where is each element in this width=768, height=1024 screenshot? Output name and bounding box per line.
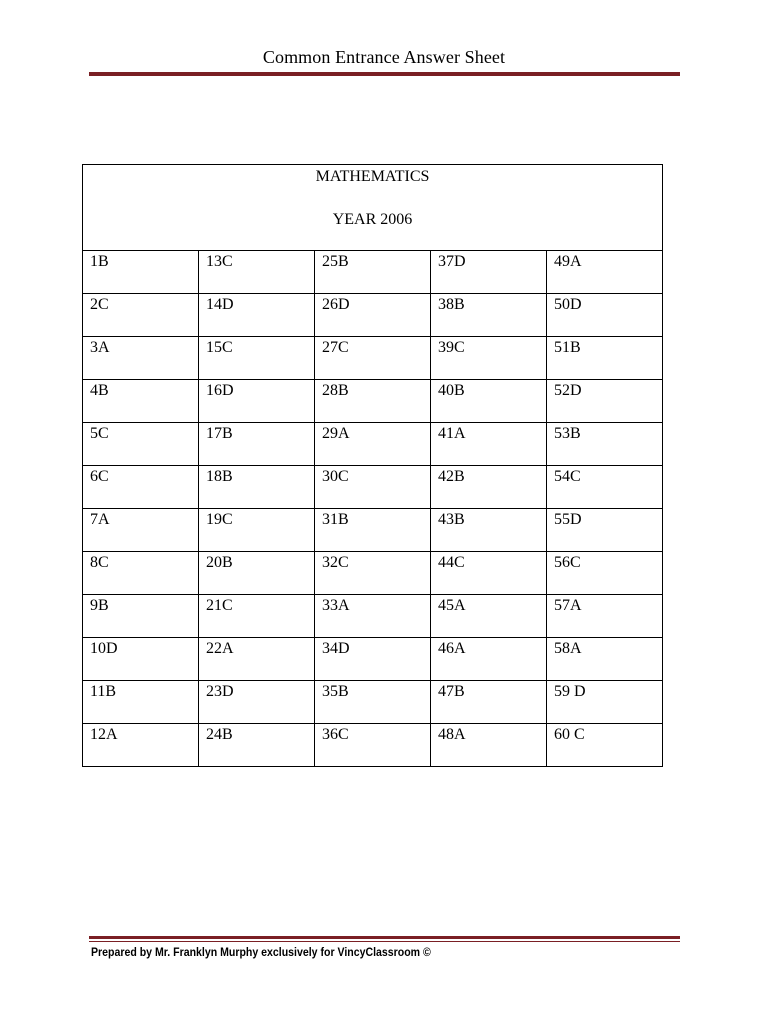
answer-value: 29A: [322, 425, 350, 442]
answer-value: 41A: [438, 425, 466, 442]
answer-cell: [83, 251, 199, 294]
answer-cell: [315, 638, 431, 681]
answer-cell: [547, 380, 663, 423]
answer-cell: [431, 724, 547, 767]
answer-cell: [431, 423, 547, 466]
answer-value: 12A: [90, 726, 118, 743]
answer-value: 40B: [438, 382, 465, 399]
answer-value: 31B: [322, 511, 349, 528]
answer-cell: [199, 595, 315, 638]
answer-cell: [547, 423, 663, 466]
answer-table-body: [83, 165, 663, 767]
answer-cell: [199, 638, 315, 681]
answer-cell: [431, 294, 547, 337]
answer-cell: [547, 294, 663, 337]
subject-label: MATHEMATICS: [315, 168, 430, 185]
table-header-cell: [83, 165, 663, 251]
answer-value: 20B: [206, 554, 233, 571]
answer-cell: [315, 552, 431, 595]
footer-credit: Prepared by Mr. Franklyn Murphy exclusively for VincyClassroom ©: [91, 945, 431, 959]
answer-cell: [83, 380, 199, 423]
answer-cell: [83, 552, 199, 595]
answer-value: 22A: [206, 640, 234, 657]
answer-cell: [315, 294, 431, 337]
answer-cell: [199, 380, 315, 423]
answer-cell: [431, 681, 547, 724]
answer-cell: [547, 466, 663, 509]
answer-value: 30C: [322, 468, 349, 485]
answer-value: 8C: [90, 554, 109, 571]
answer-value: 38B: [438, 296, 465, 313]
answer-cell: [315, 724, 431, 767]
answer-value: 58A: [554, 640, 582, 657]
answer-value: 60 C: [554, 726, 585, 743]
answer-cell: [547, 638, 663, 681]
answer-cell: [83, 681, 199, 724]
answer-cell: [547, 724, 663, 767]
answer-cell: [547, 595, 663, 638]
answer-value: 23D: [206, 683, 234, 700]
answer-cell: [83, 509, 199, 552]
answer-value: 25B: [322, 253, 349, 270]
answer-cell: [83, 294, 199, 337]
answer-value: 7A: [90, 511, 110, 528]
year-label: YEAR 2006: [332, 211, 413, 228]
answer-value: 19C: [206, 511, 233, 528]
answer-cell: [547, 552, 663, 595]
answer-table: [82, 164, 663, 767]
answer-cell: [83, 595, 199, 638]
answer-cell: [199, 681, 315, 724]
answer-value: 9B: [90, 597, 109, 614]
answer-cell: [431, 509, 547, 552]
answer-value: 46A: [438, 640, 466, 657]
answer-cell: [199, 251, 315, 294]
answer-cell: [83, 423, 199, 466]
answer-value: 39C: [438, 339, 465, 356]
answer-cell: [547, 251, 663, 294]
answer-cell: [431, 380, 547, 423]
answer-cell: [431, 552, 547, 595]
answer-value: 16D: [206, 382, 234, 399]
answer-cell: [315, 337, 431, 380]
table-row: [83, 552, 663, 595]
answer-value: 51B: [554, 339, 581, 356]
answer-cell: [199, 724, 315, 767]
answer-cell: [431, 251, 547, 294]
answer-value: 3A: [90, 339, 110, 356]
table-row: [83, 380, 663, 423]
answer-value: 2C: [90, 296, 109, 313]
answer-cell: [315, 466, 431, 509]
answer-value: 13C: [206, 253, 233, 270]
answer-value: 47B: [438, 683, 465, 700]
answer-cell: [315, 380, 431, 423]
answer-cell: [83, 724, 199, 767]
footer-divider-thick: [89, 936, 680, 939]
answer-value: 33A: [322, 597, 350, 614]
answer-value: 56C: [554, 554, 581, 571]
answer-cell: [431, 595, 547, 638]
page-title: Common Entrance Answer Sheet: [262, 47, 506, 67]
header-divider: [89, 72, 680, 76]
answer-value: 59 D: [554, 683, 586, 700]
answer-cell: [431, 638, 547, 681]
answer-value: 26D: [322, 296, 350, 313]
answer-value: 53B: [554, 425, 581, 442]
answer-value: 55D: [554, 511, 582, 528]
answer-value: 37D: [438, 253, 466, 270]
answer-value: 11B: [90, 683, 117, 700]
answer-value: 27C: [322, 339, 349, 356]
answer-cell: [83, 638, 199, 681]
answer-value: 34D: [322, 640, 350, 657]
answer-value: 17B: [206, 425, 233, 442]
answer-value: 21C: [206, 597, 233, 614]
table-header-row: [83, 165, 663, 251]
answer-value: 5C: [90, 425, 109, 442]
answer-cell: [199, 423, 315, 466]
answer-cell: [315, 423, 431, 466]
answer-cell: [547, 509, 663, 552]
answer-value: 4B: [90, 382, 109, 399]
answer-value: 14D: [206, 296, 234, 313]
table-row: [83, 595, 663, 638]
table-row: [83, 251, 663, 294]
answer-cell: [199, 552, 315, 595]
answer-cell: [315, 595, 431, 638]
answer-value: 35B: [322, 683, 349, 700]
answer-cell: [199, 466, 315, 509]
answer-value: 44C: [438, 554, 465, 571]
table-row: [83, 337, 663, 380]
answer-value: 24B: [206, 726, 233, 743]
table-row: [83, 423, 663, 466]
answer-value: 32C: [322, 554, 349, 571]
answer-cell: [315, 509, 431, 552]
answer-value: 6C: [90, 468, 109, 485]
answer-cell: [547, 337, 663, 380]
answer-value: 52D: [554, 382, 582, 399]
answer-value: 50D: [554, 296, 582, 313]
table-row: [83, 724, 663, 767]
table-row: [83, 294, 663, 337]
answer-cell: [431, 466, 547, 509]
footer-divider-thin: [89, 941, 680, 942]
answer-value: 28B: [322, 382, 349, 399]
answer-cell: [199, 337, 315, 380]
answer-cell: [199, 509, 315, 552]
answer-value: 45A: [438, 597, 466, 614]
table-row: [83, 681, 663, 724]
answer-value: 42B: [438, 468, 465, 485]
answer-value: 36C: [322, 726, 349, 743]
table-row: [83, 509, 663, 552]
answer-cell: [431, 337, 547, 380]
answer-value: 54C: [554, 468, 581, 485]
answer-cell: [199, 294, 315, 337]
answer-value: 57A: [554, 597, 582, 614]
answer-cell: [315, 251, 431, 294]
table-row: [83, 638, 663, 681]
answer-cell: [547, 681, 663, 724]
answer-cell: [83, 337, 199, 380]
answer-value: 10D: [90, 640, 118, 657]
table-row: [83, 466, 663, 509]
answer-value: 18B: [206, 468, 233, 485]
answer-cell: [83, 466, 199, 509]
answer-cell: [315, 681, 431, 724]
answer-value: 49A: [554, 253, 582, 270]
answer-value: 15C: [206, 339, 233, 356]
answer-value: 1B: [90, 253, 109, 270]
answer-value: 43B: [438, 511, 465, 528]
answer-value: 48A: [438, 726, 466, 743]
